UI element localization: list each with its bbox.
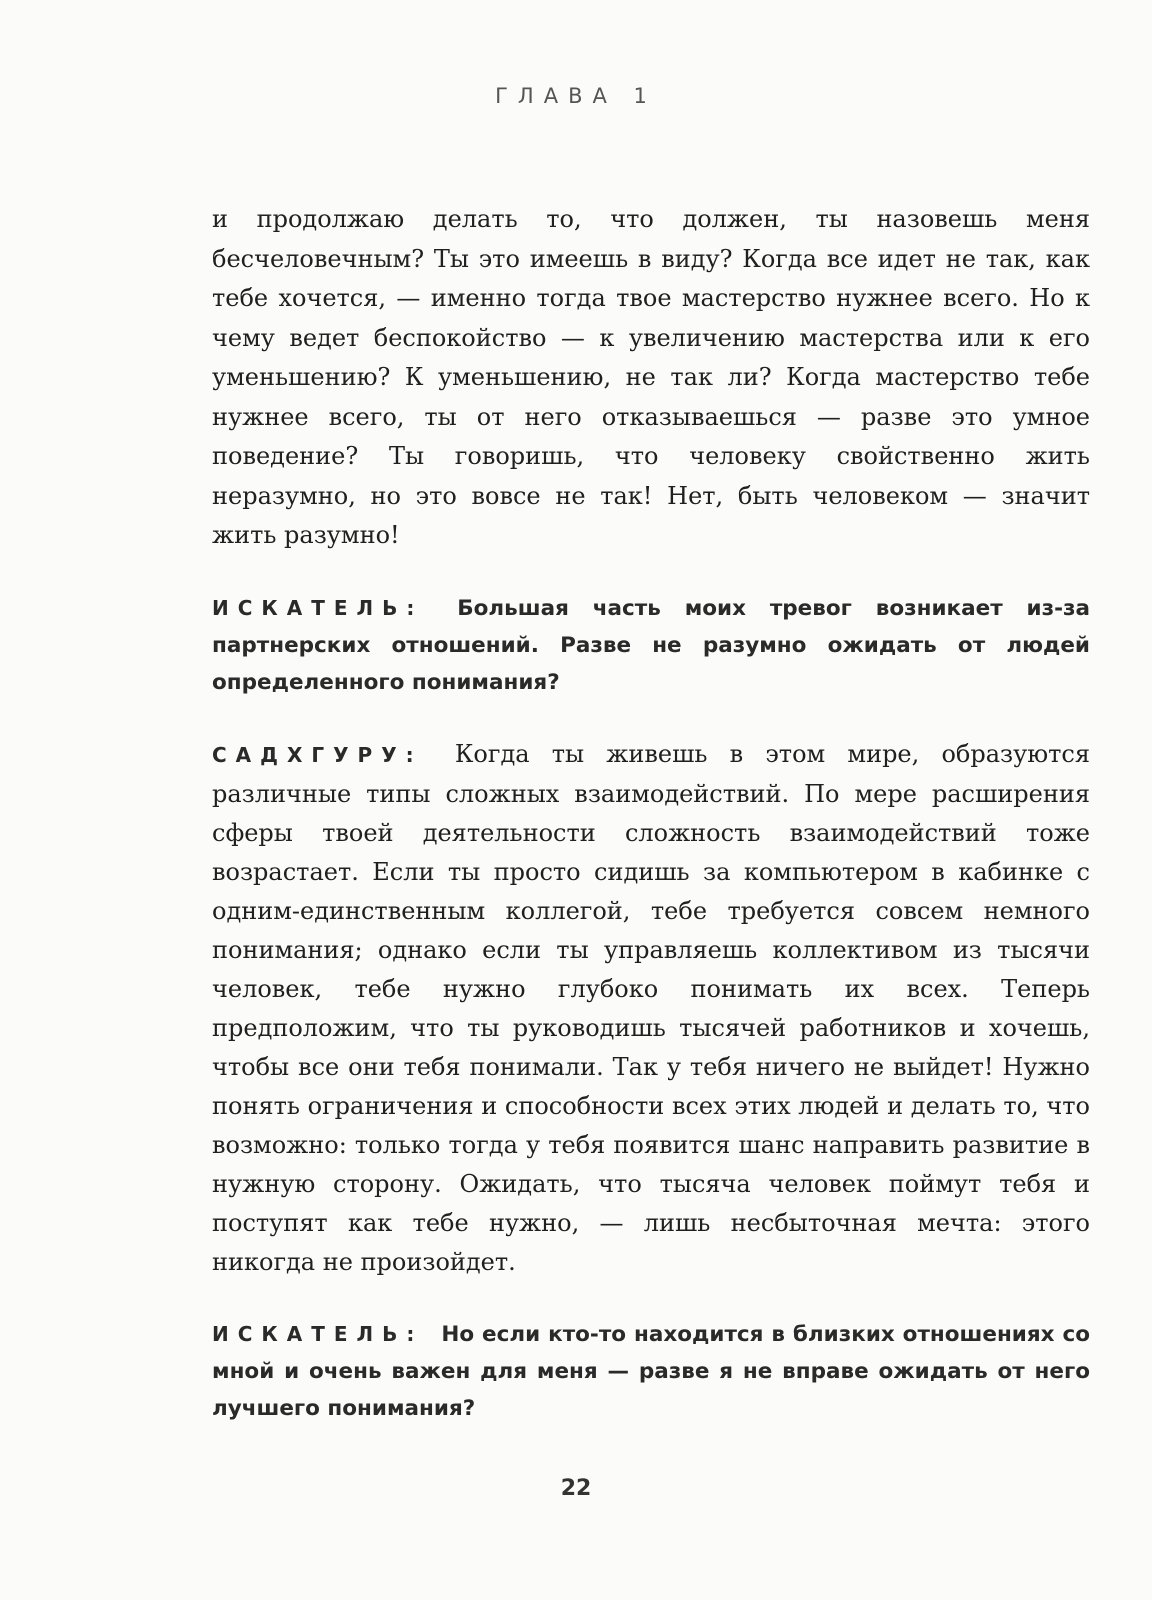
- speaker-label: ИСКАТЕЛЬ:: [212, 1321, 424, 1346]
- question-text: Но если кто-то находится в близких отношениях со мной и очень важен для меня — разве я не вправе ожидать от него лучшего понимания?: [212, 1321, 1090, 1421]
- continued-paragraph: и продолжаю делать то, что должен, ты назовешь меня бесчеловечным? Ты это имеешь в виду? Когда все идет не так, как тебе хочется, — именно тогда твое мастерство нужнее всего. Но к чему ведет беспокойство — к увеличению мастерства или к его уменьшению? К уменьшению, не так ли? Когда мастерство тебе нужнее всего, ты от него отказываешься — разве это умное поведение? Ты говоришь, что человеку свойственно жить неразумно, но это вовсе не так! Нет, быть человеком — значит жить разумно!: [212, 205, 1090, 549]
- sadhguru-answer: [212, 735, 1090, 1282]
- seeker-question-2: [212, 1316, 1090, 1427]
- page-number: 22: [560, 1476, 592, 1501]
- running-header: ГЛАВА 1: [495, 84, 657, 108]
- seeker-question-1: [212, 590, 1090, 701]
- speaker-label: ИСКАТЕЛЬ:: [212, 595, 424, 620]
- page-body: [212, 200, 1090, 1427]
- speaker-label: САДХГУРУ:: [212, 742, 423, 767]
- question-text: Большая часть моих тревог возникает из-за партнерских отношений. Разве не разумно ожидать от людей определенного понимания?: [212, 595, 1090, 695]
- answer-text: Когда ты живешь в этом мире, образуются различные типы сложных взаимодействий. По мере расширения сферы твоей деятельности сложность взаимодействий тоже возрастает. Если ты просто сидишь за компьютером в кабинке с одним-единственным коллегой, тебе требуется совсем немного понимания; однако если ты управляешь коллективом из тысячи человек, тебе нужно глубоко понимать их всех. Теперь предположим, что ты руководишь тысячей работников и хочешь, чтобы все они тебя понимали. Так у тебя ничего не выйдет! Нужно понять ограничения и способности всех этих людей и делать то, что возможно: только тогда у тебя появится шанс направить развитие в нужную сторону. Ожидать, что тысяча человек поймут тебя и поступят как тебе нужно, — лишь несбыточная мечта: этого никогда не произойдет.: [212, 739, 1090, 1276]
